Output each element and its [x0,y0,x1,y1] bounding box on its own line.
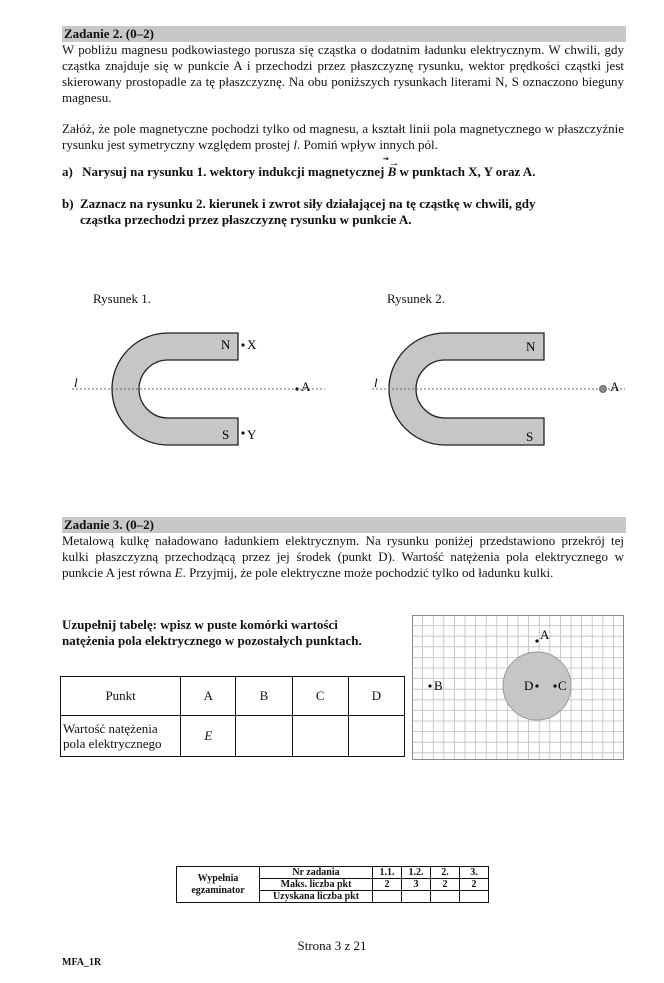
grid-point-c-label: C [558,678,567,693]
grid-point-d-label: D [524,678,534,693]
figure2-label: Rysunek 2. [387,291,445,306]
grid-point-a-label: A [540,627,550,642]
grid-point-b-dot [428,684,431,687]
vector-b-letter: B [387,164,397,179]
vector-b-symbol [387,157,400,179]
table-col-c: C [292,677,348,716]
figure1-magnet-drawing [60,325,340,455]
figure1-point-y-dot [241,431,244,434]
field-table-value-row [61,716,405,757]
score-max-4: 2 [460,879,489,891]
figure1-horseshoe-magnet [112,333,238,445]
figure1-line-label: l [74,375,78,390]
figure2-point-a-label: A [610,379,620,394]
figure2-particle-a-marker [600,386,607,393]
score-max-2: 3 [402,879,431,891]
score-got-1[interactable] [373,891,402,903]
task2-question-a [62,157,536,180]
score-task-1: 1.1. [373,867,402,879]
task3-instruction-line2: natężenia pola elektrycznego w pozostałych punktach. [62,633,362,648]
table-col-d: D [348,677,404,716]
figure1-point-a-dot [295,387,298,390]
table-value-d[interactable] [348,716,404,757]
figure2-pole-n: N [526,339,536,354]
score-max-3: 2 [431,879,460,891]
table-value-b[interactable] [236,716,292,757]
figure1-point-x-dot [241,343,244,346]
figure1-point-a-label: A [301,379,311,394]
table-row-label-line1: Wartość natężenia [63,721,158,736]
task2-question-b-marker: b) [62,196,74,211]
task3-paragraph1-before: Metalową kulkę naładowano ładunkiem elektrycznym. Na rysunku poniżej przedstawiono przekrój tej kulki płaszczyzną przechodzącą przez jej środek (punkt D). Wartość natężenia pola elektrycznego w punkcie A jest równa [62,533,624,580]
table-row-label-line2: pola elektrycznego [63,736,162,751]
figure1-point-y-label: Y [247,427,257,442]
task2-paragraph2-after: . Pomiń wpływ innych pól. [297,137,438,152]
figure1-pole-n: N [221,337,231,352]
task2-paragraph2-before: Załóż, że pole magnetyczne pochodzi tylko od magnesu, a kształt linii pola magnetycznego w płaszczyźnie rysunku jest symetryczny względem prostej [62,121,624,152]
table-col-b: B [236,677,292,716]
question-a-marker: a) [62,164,73,179]
task2-paragraph1: W pobliżu magnesu podkowiastego porusza się cząstka o dodatnim ładunku elektrycznym. W chwili, gdy cząstka znajduje się w punkcie A i przechodzi przez płaszczyznę rysunku, wektor prędkości cząstki jest skierowany prostopadle za tę płaszczyznę. Na obu poniższych rysunkach literami N, S oznaczono bieguny magnesu. [62,42,624,105]
score-max-1: 2 [373,879,402,891]
grid-point-b-label: B [434,678,443,693]
task2-question-b-line2: cząstka przechodzi przez płaszczyznę rysunku w punkcie A. [80,212,412,227]
question-a-text-before: Narysuj na rysunku 1. wektory indukcji magnetycznej [82,164,388,179]
score-got-3[interactable] [431,891,460,903]
score-filler-label [177,867,260,903]
figure2-line-label: l [374,375,378,390]
figure2-pole-s: S [526,429,534,444]
score-got-4[interactable] [460,891,489,903]
figure2-magnet-drawing [360,325,640,455]
score-filler-line1: Wypełnia [197,872,239,884]
score-got-2[interactable] [402,891,431,903]
score-task-3: 2. [431,867,460,879]
field-values-table [60,676,405,757]
score-task-2: 1.2. [402,867,431,879]
task2-paragraph2 [62,121,624,153]
task2-question-b-line1: Zaznacz na rysunku 2. kierunek i zwrot siły działającej na tę cząstkę w chwili, gdy [80,196,536,211]
page-number: Strona 3 z 21 [297,938,367,953]
task3-header: Zadanie 3. (0–2) [62,517,626,533]
question-a-text-after: w punktach X, Y oraz A. [396,164,536,179]
table-value-c[interactable] [292,716,348,757]
score-row-task-numbers [177,867,489,879]
task3-paragraph1 [62,533,624,581]
grid-point-a-dot [535,639,538,642]
field-table-header-row [61,677,405,716]
task3-paragraph1-after: . Przyjmij, że pole elektryczne może pochodzić tylko od ładunku kulki. [182,565,554,580]
task3-instruction-line1: Uzupełnij tabelę: wpisz w puste komórki wartości [62,617,338,632]
score-label-task-no: Nr zadania [260,867,373,879]
score-task-4: 3. [460,867,489,879]
figure1-point-x-label: X [247,337,257,352]
score-label-max: Maks. liczba pkt [260,879,373,891]
table-value-a: E [181,716,236,757]
vector-arrow-icon: ⃗→ [388,157,400,169]
grid-point-c-dot [553,684,556,687]
task2-line-symbol: l [293,137,298,152]
table-header-punkt: Punkt [61,677,181,716]
score-filler-line2: egzaminator [191,884,245,896]
score-label-obtained: Uzyskana liczba pkt [260,891,373,903]
table-col-a: A [181,677,236,716]
task3-e-symbol: E [174,565,183,580]
charged-ball-grid-figure [412,615,624,760]
figure1-label: Rysunek 1. [93,291,151,306]
task2-header: Zadanie 2. (0–2) [62,26,626,42]
table-row-label [61,716,181,757]
figure1-pole-s: S [222,427,230,442]
exam-code: MFA_1R [62,957,102,968]
examiner-score-table [176,866,489,903]
grid-point-d-dot [535,684,538,687]
